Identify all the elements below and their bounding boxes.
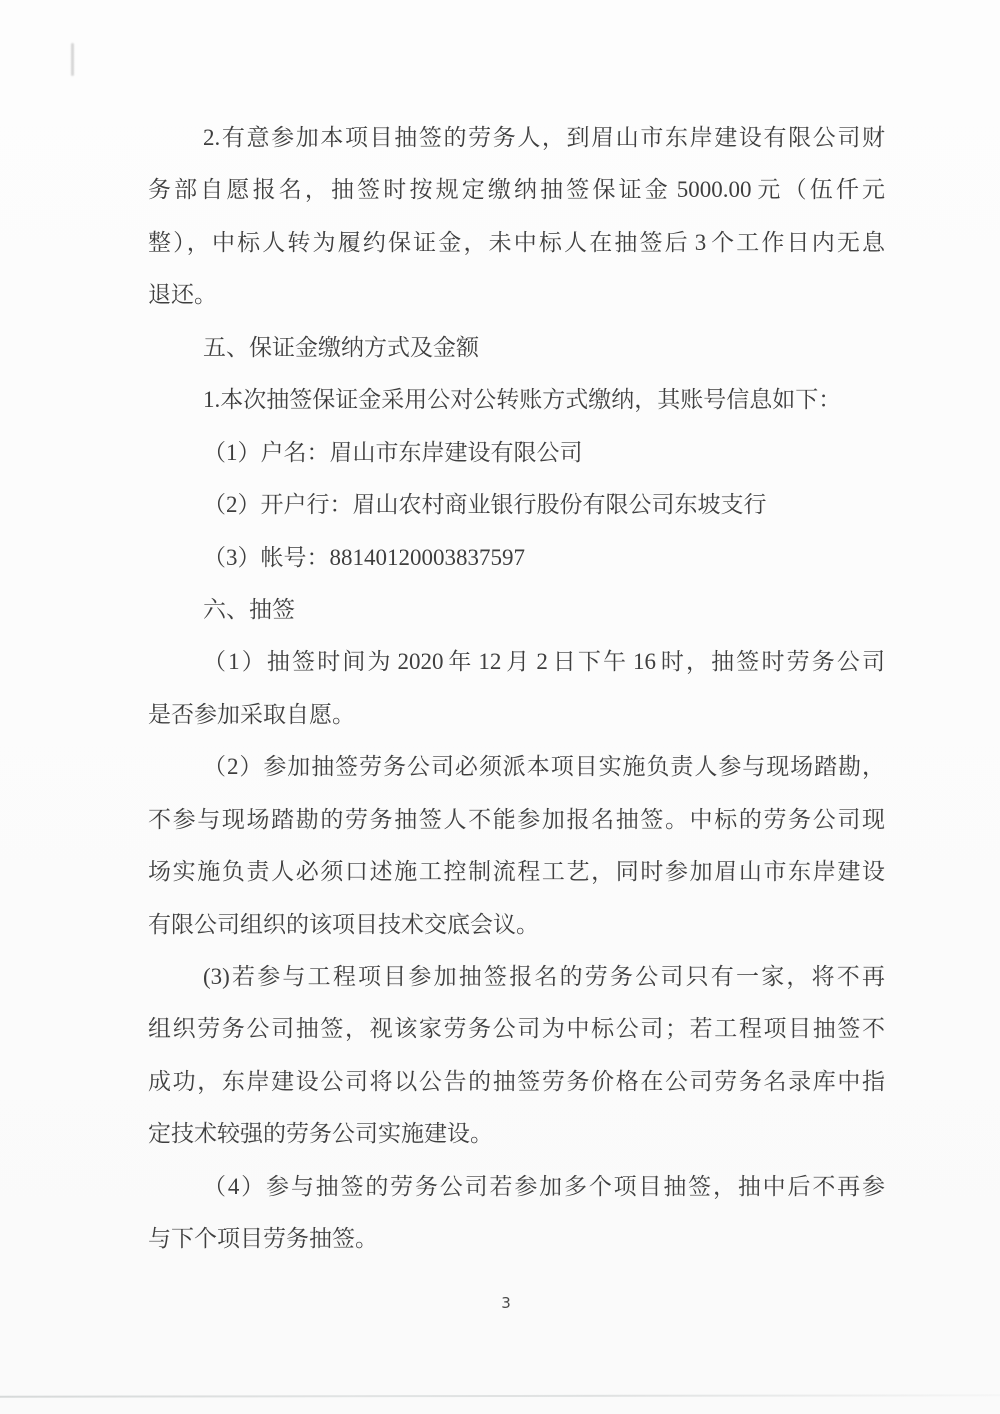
text-line: (3)若参与工程项目参加抽签报名的劳务公司只有一家，将不再 — [203, 964, 885, 989]
item-bank-branch — [148, 479, 885, 531]
text-line: 退还。 — [148, 282, 217, 308]
text-line: 成功，东岸建设公司将以公告的抽签劳务价格在公司劳务名录库中指 — [148, 1068, 885, 1094]
text-line: （1）抽签时间为 2020 年 12 月 2 日下午 16 时，抽签时劳务公司 — [203, 649, 885, 675]
text-line: 六、抽签 — [203, 596, 295, 622]
text-line: 整），中标人转为履约保证金，未中标人在抽签后 3 个工作日内无息 — [148, 229, 885, 255]
text-line: 务部自愿报名，抽签时按规定缴纳抽签保证金 5000.00 元（伍仟元 — [148, 177, 885, 203]
item-account-number — [148, 532, 885, 584]
scan-artifact-mark — [71, 43, 74, 76]
heading-section-six-lottery — [148, 584, 885, 636]
text-line: 定技术较强的劳务公司实施建设。 — [148, 1121, 493, 1147]
text-line: 2.有意参加本项目抽签的劳务人，到眉山市东岸建设有限公司财 — [203, 125, 885, 150]
para-transfer-method — [148, 374, 885, 426]
text-line: （4）参与抽签的劳务公司若参加多个项目抽签，抽中后不再参 — [203, 1173, 885, 1199]
para-multiple-projects-rule — [148, 1161, 885, 1266]
text-line: （2）参加抽签劳务公司必须派本项目实施负责人参与现场踏勘， — [203, 754, 885, 780]
para-site-survey-requirement — [148, 741, 885, 951]
text-line: 有限公司组织的该项目技术交底会议。 — [148, 911, 539, 937]
document-body — [148, 112, 885, 1266]
para-lottery-time — [148, 636, 885, 741]
page-number: 3 — [501, 1294, 511, 1312]
heading-section-five-deposit-method — [148, 322, 885, 374]
text-line: （3）帐号：88140120003837597 — [203, 544, 525, 570]
text-line: 是否参加采取自愿。 — [148, 701, 355, 727]
text-line: （2）开户行：眉山农村商业银行股份有限公司东坡支行 — [203, 492, 767, 518]
para-signup-deposit — [148, 112, 885, 322]
item-account-name — [148, 427, 885, 479]
para-single-bidder-rule — [148, 951, 885, 1161]
text-line: 不参与现场踏勘的劳务抽签人不能参加报名抽签。中标的劳务公司现 — [148, 806, 885, 832]
text-line: 组织劳务公司抽签，视该家劳务公司为中标公司；若工程项目抽签不 — [148, 1016, 885, 1042]
text-line: （1）户名：眉山市东岸建设有限公司 — [203, 439, 583, 465]
text-line: 场实施负责人必须口述施工控制流程工艺，同时参加眉山市东岸建设 — [148, 859, 885, 885]
scan-edge-line — [0, 1394, 1000, 1397]
text-line: 1.本次抽签保证金采用公对公转账方式缴纳，其账号信息如下： — [203, 387, 842, 413]
text-line: 与下个项目劳务抽签。 — [148, 1226, 378, 1252]
text-line: 五、保证金缴纳方式及金额 — [203, 334, 479, 360]
